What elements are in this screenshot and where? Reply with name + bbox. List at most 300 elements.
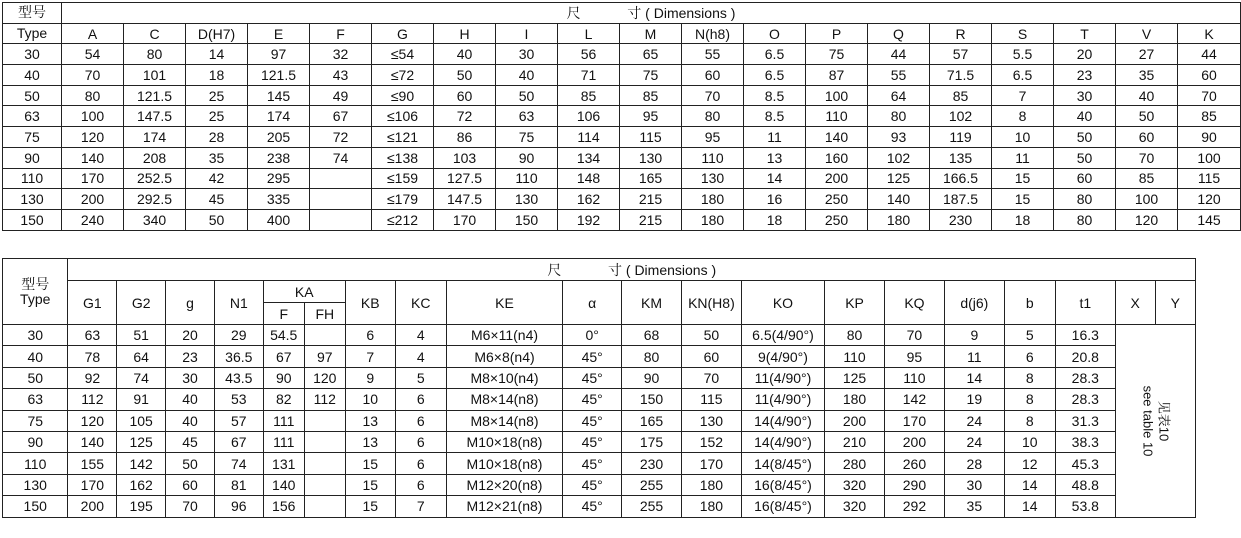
col-header-b: b [1004,281,1055,325]
value-cell: 51 [117,325,166,346]
value-cell: 102 [930,106,992,127]
value-cell: 80 [62,85,124,106]
value-cell: 35 [1116,65,1178,86]
type-cell: 110 [3,453,68,474]
table-row [3,127,1241,148]
value-cell: 40 [166,410,215,431]
value-cell: 140 [868,189,930,210]
value-cell: 292 [884,496,944,517]
col-header-km: KM [622,281,682,325]
value-cell: 35 [186,147,248,168]
value-cell: 64 [117,346,166,367]
value-cell: 45° [563,410,622,431]
value-cell: 255 [622,474,682,495]
value-cell: M10×18(n8) [446,431,563,452]
value-cell: 115 [620,127,682,148]
value-cell: 295 [248,168,310,189]
value-cell: 75 [496,127,558,148]
table-row [3,496,1196,517]
table-row [3,474,1196,495]
value-cell: 54 [62,44,124,65]
value-cell: 9 [345,367,395,388]
value-cell: 16(8/45°) [741,496,824,517]
value-cell: 35 [944,496,1004,517]
value-cell: 13 [744,147,806,168]
value-cell: 131 [263,453,304,474]
value-cell: 91 [117,389,166,410]
col-header-dh7: D(H7) [186,23,248,44]
value-cell: 53 [214,389,263,410]
col-header-g: G [372,23,434,44]
value-cell: 252.5 [124,168,186,189]
value-cell: 95 [620,106,682,127]
value-cell: 180 [682,209,744,230]
value-cell: 75 [620,65,682,86]
note-text [1139,385,1171,456]
type-header-2 [3,259,68,325]
col-header-alpha: α [563,281,622,325]
value-cell: 28 [944,453,1004,474]
value-cell: 13 [345,410,395,431]
value-cell: 60 [681,346,741,367]
type-cell: 150 [3,209,62,230]
type-cell: 110 [3,168,62,189]
type-cell: 130 [3,474,68,495]
type-cell: 40 [3,346,68,367]
value-cell: 15 [992,168,1054,189]
value-cell: 56 [558,44,620,65]
value-cell: 85 [620,85,682,106]
value-cell: 32 [310,44,372,65]
value-cell: 50 [496,85,558,106]
see-table-note [1115,325,1195,518]
dimensions-en-2: ( Dimensions ) [625,261,717,278]
col-header-f: F [310,23,372,44]
value-cell: 50 [434,65,496,86]
value-cell: 40 [434,44,496,65]
table-row [3,65,1241,86]
value-cell: 119 [930,127,992,148]
value-cell: 110 [825,346,885,367]
value-cell: 30 [944,474,1004,495]
type-cell: 30 [3,44,62,65]
value-cell: 70 [1116,147,1178,168]
value-cell: 147.5 [434,189,496,210]
value-cell: 6 [1004,346,1055,367]
value-cell: 60 [434,85,496,106]
col-header-l: L [558,23,620,44]
value-cell: 93 [868,127,930,148]
value-cell: 45 [186,189,248,210]
value-cell: 85 [1178,106,1241,127]
value-cell: 43 [310,65,372,86]
value-cell: 112 [304,389,345,410]
type-cell: 63 [3,389,68,410]
value-cell: 80 [682,106,744,127]
value-cell: 320 [825,474,885,495]
value-cell: 100 [62,106,124,127]
value-cell: 27 [1116,44,1178,65]
value-cell: 85 [930,85,992,106]
col-header-g2: G2 [117,281,166,325]
value-cell: 130 [496,189,558,210]
value-cell: 45° [563,496,622,517]
value-cell: 105 [117,410,166,431]
value-cell: 80 [124,44,186,65]
value-cell: 30 [166,367,215,388]
value-cell: 180 [681,474,741,495]
value-cell: 110 [806,106,868,127]
value-cell: 71 [558,65,620,86]
value-cell: 29 [214,325,263,346]
value-cell: M12×20(n8) [446,474,563,495]
value-cell: 120 [68,410,117,431]
type-cell: 130 [3,189,62,210]
dimensions-table-2 [2,258,1196,518]
value-cell: 170 [434,209,496,230]
value-cell: 111 [263,410,304,431]
value-cell: 23 [1054,65,1116,86]
value-cell: 15 [345,453,395,474]
value-cell: 87 [806,65,868,86]
value-cell: 8.5 [744,85,806,106]
value-cell: 180 [681,496,741,517]
value-cell: 10 [1004,431,1055,452]
value-cell: 54.5 [263,325,304,346]
col-header-ko: KO [741,281,824,325]
dimensions-table-1 [2,2,1241,231]
value-cell: 255 [622,496,682,517]
dimensions-zh-b-2: 寸 [608,261,622,278]
value-cell: 28.3 [1055,367,1115,388]
value-cell: 11(4/90°) [741,389,824,410]
value-cell: 74 [117,367,166,388]
value-cell: 165 [622,410,682,431]
value-cell: ≤90 [372,85,434,106]
col-header-dj6: d(j6) [944,281,1004,325]
value-cell: 155 [68,453,117,474]
value-cell: 110 [682,147,744,168]
value-cell: 67 [214,431,263,452]
value-cell: 43.5 [214,367,263,388]
value-cell: 140 [806,127,868,148]
value-cell: 7 [992,85,1054,106]
value-cell: 14 [186,44,248,65]
value-cell: 170 [62,168,124,189]
value-cell: 7 [395,496,446,517]
type-label-zh-2: 型号 [21,275,50,292]
value-cell: 40 [166,389,215,410]
value-cell: 152 [681,431,741,452]
table-row [3,410,1196,431]
table-row [3,85,1241,106]
value-cell: 45 [166,431,215,452]
value-cell: 6.5(4/90°) [741,325,824,346]
value-cell: 55 [868,65,930,86]
value-cell: 57 [930,44,992,65]
value-cell: 112 [68,389,117,410]
value-cell: 16.3 [1055,325,1115,346]
col-header-c: C [124,23,186,44]
type-label-en-2: Type [20,290,51,307]
value-cell: 14(8/45°) [741,453,824,474]
value-cell: 4 [395,346,446,367]
table-row [3,367,1196,388]
value-cell: 63 [496,106,558,127]
value-cell: 210 [825,431,885,452]
value-cell: 80 [1054,189,1116,210]
value-cell: M6×8(n4) [446,346,563,367]
value-cell: 174 [124,127,186,148]
value-cell: 230 [930,209,992,230]
value-cell: 192 [558,209,620,230]
col-header-s: S [992,23,1054,44]
value-cell: 260 [884,453,944,474]
value-cell: 5 [1004,325,1055,346]
note-en: see table 10 [1140,385,1156,457]
value-cell: 97 [304,346,345,367]
value-cell: 180 [682,189,744,210]
dimensions-en: ( Dimensions ) [645,4,736,21]
value-cell: 8 [1004,389,1055,410]
value-cell: 115 [1178,168,1241,189]
value-cell: 6 [395,453,446,474]
value-cell: 162 [558,189,620,210]
value-cell: 200 [884,431,944,452]
type-cell: 50 [3,367,68,388]
value-cell: 74 [214,453,263,474]
value-cell: 40 [496,65,558,86]
value-cell: 147.5 [124,106,186,127]
value-cell: 90 [622,367,682,388]
value-cell: 8.5 [744,106,806,127]
col-header-n1: N1 [214,281,263,325]
value-cell: 250 [806,209,868,230]
value-cell: 11 [992,147,1054,168]
value-cell: 130 [681,410,741,431]
value-cell: 120 [1178,189,1241,210]
value-cell: 55 [682,44,744,65]
value-cell: 120 [304,367,345,388]
value-cell: 57 [214,410,263,431]
col-header-kc: KC [395,281,446,325]
value-cell: 97 [248,44,310,65]
value-cell: 100 [806,85,868,106]
value-cell: 60 [1054,168,1116,189]
value-cell: 140 [263,474,304,495]
value-cell: 140 [62,147,124,168]
value-cell: 145 [248,85,310,106]
value-cell: M8×10(n4) [446,367,563,388]
type-cell: 30 [3,325,68,346]
value-cell: 114 [558,127,620,148]
col-header-t1: t1 [1055,281,1115,325]
value-cell: ≤138 [372,147,434,168]
value-cell: 18 [186,65,248,86]
value-cell [304,496,345,517]
col-header-nh8: N(h8) [682,23,744,44]
col-header-t: T [1054,23,1116,44]
value-cell: 45° [563,474,622,495]
value-cell: 103 [434,147,496,168]
value-cell: 340 [124,209,186,230]
value-cell: 19 [944,389,1004,410]
value-cell: 36.5 [214,346,263,367]
col-header-i: I [496,23,558,44]
value-cell: 45° [563,389,622,410]
value-cell: 80 [622,346,682,367]
value-cell: 15 [345,496,395,517]
table-row [3,389,1196,410]
value-cell: 44 [1178,44,1241,65]
col-header-kp: KP [825,281,885,325]
value-cell: 335 [248,189,310,210]
value-cell: 25 [186,106,248,127]
type-cell: 150 [3,496,68,517]
value-cell: 28 [186,127,248,148]
value-cell: 15 [345,474,395,495]
value-cell: 9 [944,325,1004,346]
value-cell: 30 [1054,85,1116,106]
value-cell [304,474,345,495]
value-cell: 80 [868,106,930,127]
value-cell: 50 [186,209,248,230]
table-row [3,431,1196,452]
value-cell: 95 [884,346,944,367]
value-cell: 6.5 [744,44,806,65]
value-cell: 30 [496,44,558,65]
value-cell: 238 [248,147,310,168]
table-row [3,189,1241,210]
col-header-y: Y [1155,281,1195,325]
col-header-g: g [166,281,215,325]
value-cell: 45° [563,367,622,388]
value-cell: 6 [395,474,446,495]
note-zh: 见表10 [1156,400,1172,441]
value-cell: 6.5 [744,65,806,86]
value-cell: 64 [868,85,930,106]
value-cell: 140 [68,431,117,452]
col-header-kq: KQ [884,281,944,325]
value-cell: 45° [563,346,622,367]
value-cell: 111 [263,431,304,452]
col-header-a: A [62,23,124,44]
value-cell: 6 [395,389,446,410]
value-cell: 86 [434,127,496,148]
dimensions-zh-a-2: 尺 [547,261,562,278]
col-header-g1: G1 [68,281,117,325]
value-cell: 205 [248,127,310,148]
value-cell: 8 [1004,410,1055,431]
value-cell: 74 [310,147,372,168]
value-cell: 44 [868,44,930,65]
value-cell: 6 [345,325,395,346]
value-cell: 49 [310,85,372,106]
col-header-ka-fh: FH [304,303,345,325]
value-cell: 292.5 [124,189,186,210]
value-cell [304,431,345,452]
value-cell: 60 [1116,127,1178,148]
value-cell: 130 [682,168,744,189]
value-cell: M6×11(n4) [446,325,563,346]
value-cell: 5.5 [992,44,1054,65]
table-row [3,346,1196,367]
value-cell: 10 [345,389,395,410]
value-cell: 72 [310,127,372,148]
value-cell: 156 [263,496,304,517]
value-cell: 18 [992,209,1054,230]
value-cell: 70 [682,85,744,106]
value-cell: 14 [744,168,806,189]
value-cell: 135 [930,147,992,168]
value-cell: 6 [395,410,446,431]
value-cell: 72 [434,106,496,127]
value-cell [304,325,345,346]
value-cell: 12 [1004,453,1055,474]
value-cell: 8 [1004,367,1055,388]
value-cell: 70 [62,65,124,86]
value-cell: 400 [248,209,310,230]
value-cell: 145 [1178,209,1241,230]
value-cell: 50 [1054,147,1116,168]
value-cell: 60 [166,474,215,495]
value-cell: 4 [395,325,446,346]
value-cell: 50 [166,453,215,474]
value-cell: 70 [1178,85,1241,106]
value-cell: 121.5 [248,65,310,86]
table-row [3,106,1241,127]
value-cell: 45.3 [1055,453,1115,474]
value-cell: 142 [117,453,166,474]
value-cell: 170 [884,410,944,431]
value-cell: 18 [744,209,806,230]
value-cell: 160 [806,147,868,168]
col-header-h: H [434,23,496,44]
value-cell [310,189,372,210]
value-cell: M8×14(n8) [446,389,563,410]
value-cell: 166.5 [930,168,992,189]
value-cell: 10 [992,127,1054,148]
value-cell: 20 [166,325,215,346]
value-cell: 14 [944,367,1004,388]
col-header-kb: KB [345,281,395,325]
value-cell: 250 [806,189,868,210]
value-cell: 48.8 [1055,474,1115,495]
table-row [3,168,1241,189]
value-cell: 120 [1116,209,1178,230]
value-cell: 115 [681,389,741,410]
table-row [3,209,1241,230]
value-cell: 125 [868,168,930,189]
value-cell: 24 [944,431,1004,452]
value-cell: 7 [345,346,395,367]
value-cell: 208 [124,147,186,168]
value-cell: 134 [558,147,620,168]
value-cell: 110 [884,367,944,388]
value-cell: 96 [214,496,263,517]
value-cell: 28.3 [1055,389,1115,410]
value-cell: 53.8 [1055,496,1115,517]
value-cell: 200 [62,189,124,210]
value-cell: 38.3 [1055,431,1115,452]
value-cell: 50 [1054,127,1116,148]
value-cell: 82 [263,389,304,410]
value-cell: 90 [496,147,558,168]
col-header-ke: KE [446,281,563,325]
type-cell: 90 [3,147,62,168]
value-cell: 70 [884,325,944,346]
value-cell: 60 [682,65,744,86]
